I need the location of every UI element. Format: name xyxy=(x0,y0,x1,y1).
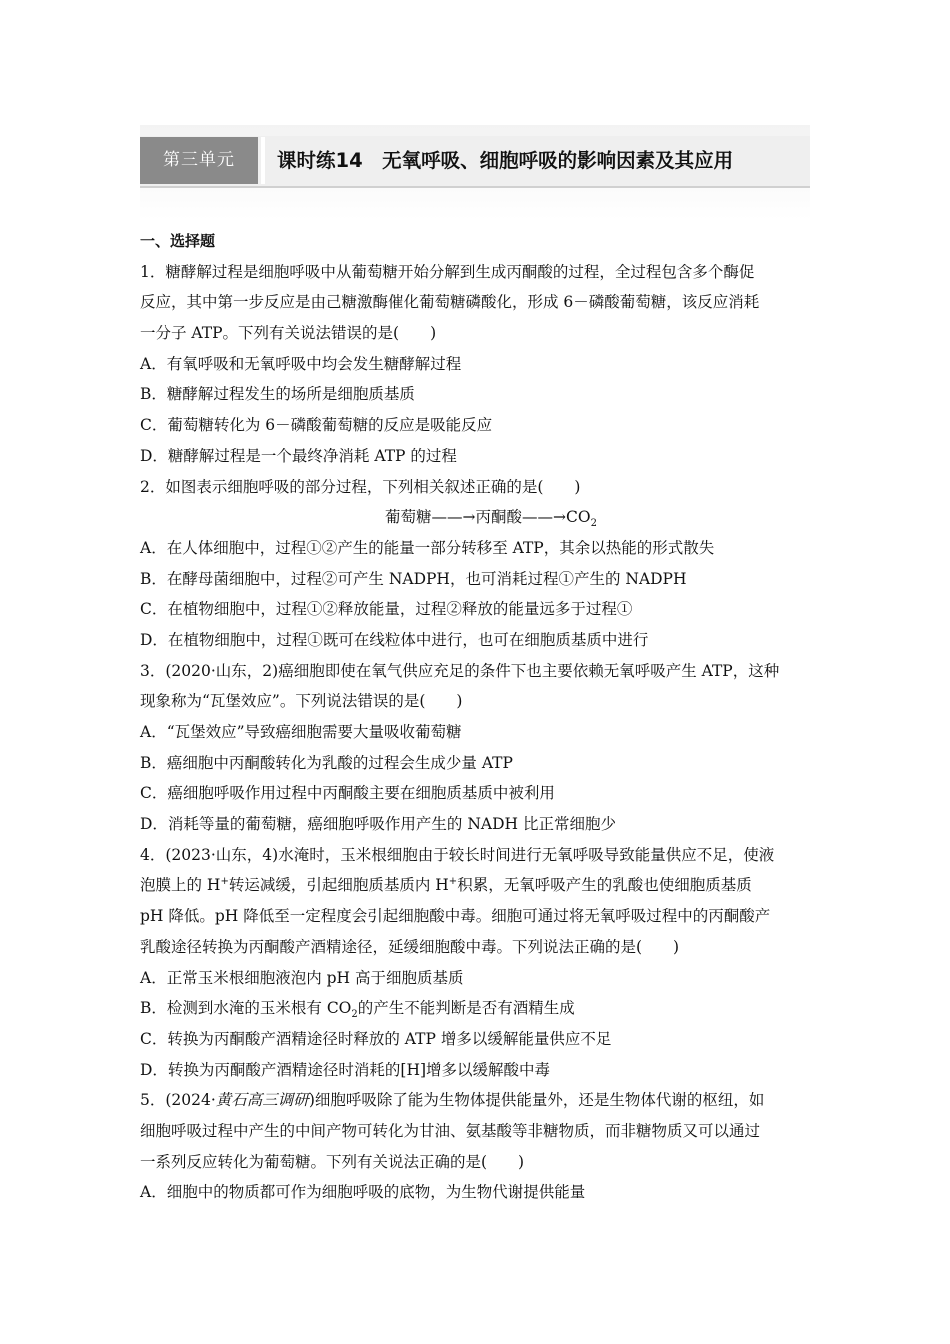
question-5 xyxy=(140,1085,812,1208)
superscript: + xyxy=(220,876,229,888)
lesson-title: 课时练14 无氧呼吸、细胞呼吸的影响因素及其应用 xyxy=(277,149,734,172)
question-text: 3．(2020·山东，2)癌细胞即使在氧气供应充足的条件下也主要依赖无氧呼吸产生 ATP，这种 xyxy=(140,661,780,680)
question-3 xyxy=(140,656,812,840)
text-span: 5．(2024· xyxy=(140,1091,216,1110)
option-a: A．“瓦堡效应”导致癌细胞需要大量吸收葡萄糖 xyxy=(140,723,462,741)
diagram-co2: CO xyxy=(566,508,591,527)
option-c: C．葡萄糖转化为 6－磷酸葡萄糖的反应是吸能反应 xyxy=(140,416,493,435)
text-span: )细胞呼吸除了能为生物体提供能量外，还是生物体代谢的枢纽，如 xyxy=(308,1091,765,1110)
question-text: pH 降低。pH 降低至一定程度会引起细胞酸中毒。细胞可通过将无氧呼吸过程中的丙酮酸产 xyxy=(140,907,771,926)
question-text: 反应，其中第一步反应是由己糖激酶催化葡萄糖磷酸化，形成 6－磷酸葡萄糖，该反应消耗 xyxy=(140,293,760,312)
unit-separator xyxy=(261,137,265,184)
section-title: 一、选择题 xyxy=(140,232,216,250)
option-d: D．在植物细胞中，过程①既可在线粒体中进行，也可在细胞质基质中进行 xyxy=(140,630,649,649)
question-text: 现象称为“瓦堡效应”。下列说法错误的是( ) xyxy=(140,692,463,711)
option-d: D．消耗等量的葡萄糖，癌细胞呼吸作用产生的 NADH 比正常细胞少 xyxy=(140,815,616,834)
unit-tag: 第三单元 xyxy=(140,137,258,184)
subscript: 2 xyxy=(351,1009,358,1021)
option-d: D．糖酵解过程是一个最终净消耗 ATP 的过程 xyxy=(140,446,457,465)
option-a: A．有氧呼吸和无氧呼吸中均会发生糖酵解过程 xyxy=(140,354,462,373)
option-c: C．转换为丙酮酸产酒精途径时释放的 ATP 增多以缓解能量供应不足 xyxy=(140,1029,612,1048)
question-text: 乳酸途径转换为丙酮酸产酒精途径，延缓细胞酸中毒。下列说法正确的是( ) xyxy=(140,937,680,956)
question-text xyxy=(140,870,812,901)
option-c: C．癌细胞呼吸作用过程中丙酮酸主要在细胞质基质中被利用 xyxy=(140,784,555,803)
diagram-co2-subscript: 2 xyxy=(590,518,597,530)
option-a: A．细胞中的物质都可作为细胞呼吸的底物，为生物代谢提供能量 xyxy=(140,1183,586,1202)
text-span: 转运减缓，引起细胞质基质内 H xyxy=(228,876,449,895)
question-4 xyxy=(140,840,812,1086)
question-text xyxy=(140,1085,812,1116)
question-text: 4．(2023·山东，4)水淹时，玉米根细胞由于较长时间进行无氧呼吸导致能量供应不足，使液 xyxy=(140,845,775,864)
option-c: C．在植物细胞中，过程①②释放能量，过程②释放的能量远多于过程① xyxy=(140,600,633,619)
question-text: 一系列反应转化为葡萄糖。下列有关说法正确的是( ) xyxy=(140,1152,525,1171)
question-text: 1．糖酵解过程是细胞呼吸中从葡萄糖开始分解到生成丙酮酸的过程，全过程包含多个酶促 xyxy=(140,262,755,281)
question-text: 一分子 ATP。下列有关说法错误的是( ) xyxy=(140,324,437,343)
option-b: B．糖酵解过程发生的场所是细胞质基质 xyxy=(140,385,415,404)
diagram-glucose: 葡萄糖 xyxy=(385,508,432,527)
question-2 xyxy=(140,472,812,656)
diagram-arrow-1: ——→ xyxy=(431,508,476,527)
text-span: 的产生不能判断是否有酒精生成 xyxy=(357,999,575,1018)
question-content xyxy=(140,226,812,1208)
option-a: A．正常玉米根细胞液泡内 pH 高于细胞质基质 xyxy=(140,968,464,987)
respiration-diagram xyxy=(140,502,812,533)
option-d: D．转换为丙酮酸产酒精途径时消耗的[H]增多以缓解酸中毒 xyxy=(140,1060,551,1079)
option-a: A．在人体细胞中，过程①②产生的能量一部分转移至 ATP，其余以热能的形式散失 xyxy=(140,538,715,557)
question-text: 2．如图表示细胞呼吸的部分过程，下列相关叙述正确的是( ) xyxy=(140,477,581,496)
text-span: 泡膜上的 H xyxy=(140,876,221,895)
text-span: B．检测到水淹的玉米根有 CO xyxy=(140,999,352,1018)
text-span: 积累，无氧呼吸产生的乳酸也使细胞质基质 xyxy=(457,876,752,895)
question-1 xyxy=(140,257,812,472)
diagram-pyruvate: 丙酮酸 xyxy=(475,508,523,527)
question-text: 细胞呼吸过程中产生的中间产物可转化为甘油、氨基酸等非糖物质，而非糖物质又可以通过 xyxy=(140,1121,761,1140)
source-label: 黄石高三调研 xyxy=(215,1091,309,1110)
diagram-arrow-2: ——→ xyxy=(522,508,567,527)
option-b xyxy=(140,993,812,1024)
option-b: B．癌细胞中丙酮酸转化为乳酸的过程会生成少量 ATP xyxy=(140,753,513,772)
superscript: + xyxy=(448,876,458,888)
option-b: B．在酵母菌细胞中，过程②可产生 NADPH，也可消耗过程①产生的 NADPH xyxy=(140,569,687,588)
